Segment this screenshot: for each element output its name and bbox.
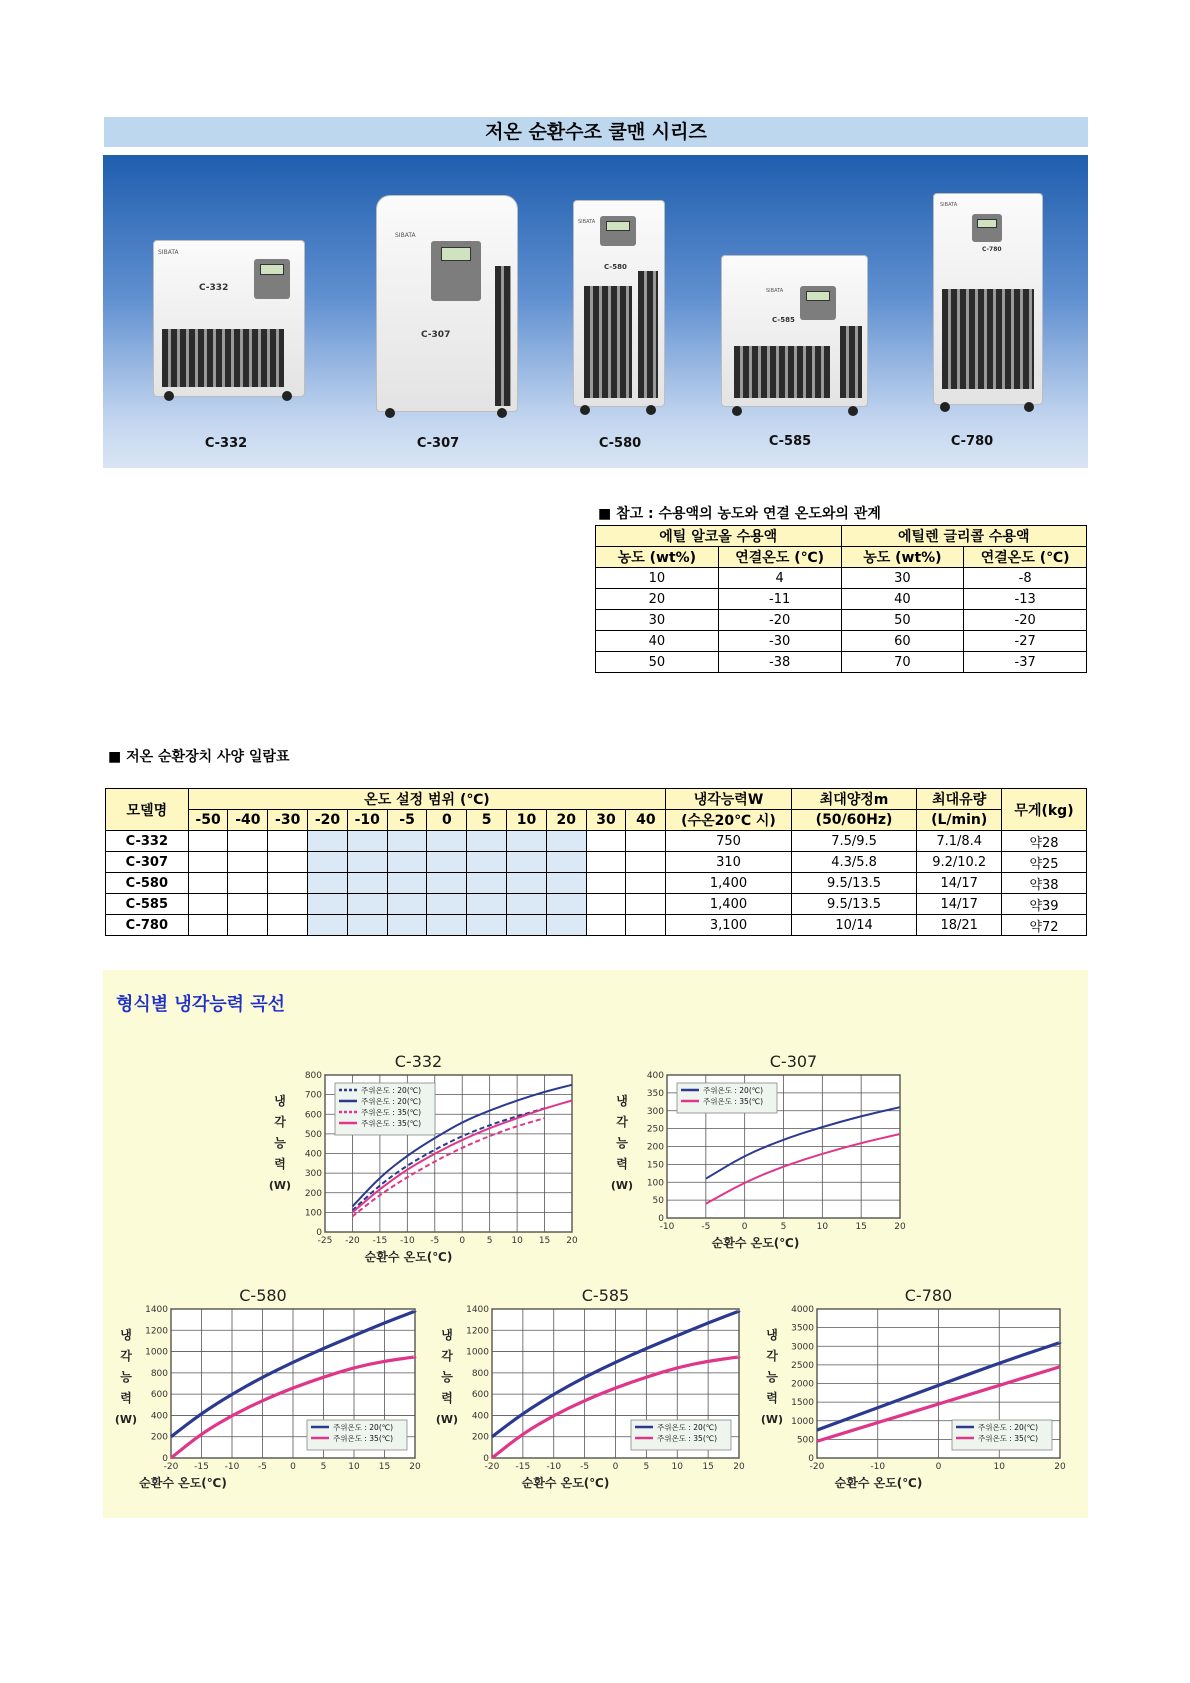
y-tick-label: 500 [304, 1129, 322, 1140]
table-cell: 40 [596, 631, 719, 652]
spec-title: ■ 저온 순환장치 사양 일람표 [108, 749, 290, 765]
y-tick-label: 1000 [145, 1347, 168, 1358]
group-header: 에틸렌 글리콜 수용액 [841, 526, 1087, 547]
table-cell: -13 [964, 589, 1087, 610]
head-subheader: (50/60Hz) [791, 810, 917, 831]
brand-mark: SIBATA [395, 232, 416, 239]
y-tick-label: 0 [162, 1454, 168, 1464]
flow-cell: 7.1/8.4 [917, 831, 1002, 852]
chart-4 [761, 1286, 1066, 1490]
temp-column-header: -20 [308, 810, 348, 831]
y-tick-label: 4000 [791, 1305, 814, 1315]
x-tick-label: 20 [409, 1462, 421, 1472]
y-tick-label: 1000 [791, 1416, 814, 1427]
x-axis-label: 순환수 온도(℃) [711, 1236, 800, 1250]
x-tick-label: 10 [671, 1462, 683, 1472]
brand-mark: SIBATA [766, 288, 784, 294]
y-tick-label: 3500 [791, 1323, 814, 1334]
legend-label: 주위온도 : 20(℃) [333, 1423, 394, 1432]
y-tick-label: 200 [646, 1142, 664, 1153]
weight-cell: 약39 [1002, 894, 1087, 915]
legend-label: 주위온도 : 35(℃) [361, 1108, 422, 1117]
table-cell: 50 [596, 652, 719, 673]
y-tick-label: 150 [646, 1160, 664, 1171]
head-header: 최대양정m [791, 789, 917, 810]
flow-header: 최대유량 [917, 789, 1002, 810]
head-cell: 9.5/13.5 [791, 894, 917, 915]
x-tick-label: 15 [855, 1222, 867, 1232]
y-tick-label: 3000 [791, 1342, 814, 1353]
group-header: 에틸 알코올 수용액 [596, 526, 842, 547]
model-cell: C-332 [106, 831, 189, 852]
legend-label: 주위온도 : 20(℃) [978, 1423, 1039, 1432]
capacity-subheader: (수온20℃ 시) [666, 810, 792, 831]
x-tick-label: 10 [511, 1236, 523, 1246]
model-cell: C-585 [106, 894, 189, 915]
product-badge: C-585 [772, 316, 795, 324]
y-tick-label: 0 [658, 1214, 664, 1224]
temp-column-header: -40 [228, 810, 268, 831]
head-cell: 10/14 [791, 915, 917, 936]
y-tick-label: 1500 [791, 1398, 814, 1409]
brand-mark: SIBATA [158, 249, 179, 256]
x-tick-label: 5 [780, 1222, 787, 1232]
table-cell: -30 [718, 631, 841, 652]
table-cell: 70 [841, 652, 964, 673]
x-tick-label: 0 [612, 1462, 619, 1472]
column-header: 농도 (wt%) [596, 547, 719, 568]
table-cell: 10 [596, 568, 719, 589]
flow-cell: 14/17 [917, 873, 1002, 894]
capacity-cell: 750 [666, 831, 792, 852]
product-label-c580: C-580 [598, 436, 642, 451]
capacity-cell: 1,400 [666, 873, 792, 894]
x-tick-label: -10 [224, 1462, 240, 1472]
x-tick-label: -10 [546, 1462, 562, 1472]
y-tick-label: 600 [150, 1390, 168, 1401]
table-cell: -8 [964, 568, 1087, 589]
y-tick-label: 400 [150, 1411, 168, 1422]
y-tick-label: 350 [646, 1088, 664, 1099]
temp-column-header: -10 [347, 810, 387, 831]
y-tick-label: 2500 [791, 1360, 814, 1371]
legend-label: 주위온도 : 35(℃) [333, 1434, 394, 1443]
head-cell: 7.5/9.5 [791, 831, 917, 852]
x-tick-label: -10 [659, 1222, 675, 1232]
weight-cell: 약25 [1002, 852, 1087, 873]
y-tick-label: 1400 [145, 1305, 168, 1315]
y-tick-label: 200 [150, 1432, 168, 1443]
y-tick-label: 200 [304, 1188, 322, 1199]
product-badge: C-780 [982, 246, 1002, 253]
chart-title: C-580 [239, 1286, 287, 1305]
chart-1 [611, 1052, 906, 1250]
x-tick-label: -5 [430, 1236, 440, 1246]
x-tick-label: -5 [701, 1222, 711, 1232]
y-tick-label: 100 [646, 1178, 664, 1189]
chart-3 [436, 1286, 745, 1490]
y-tick-label: 300 [304, 1169, 322, 1180]
temp-column-header: 40 [626, 810, 666, 831]
page-title: 저온 순환수조 쿨맨 시리즈 [104, 117, 1088, 147]
y-tick-label: 1200 [466, 1326, 489, 1337]
chart-title: C-780 [904, 1286, 953, 1305]
table-cell: 50 [841, 610, 964, 631]
y-axis-label: 냉 각 능 력 (W) [610, 1094, 634, 1192]
y-tick-label: 800 [304, 1071, 322, 1081]
model-header: 모델명 [106, 789, 189, 831]
x-tick-label: -15 [372, 1236, 388, 1246]
capacity-cell: 1,400 [666, 894, 792, 915]
legend-label: 주위온도 : 35(℃) [703, 1097, 764, 1106]
x-tick-label: 0 [290, 1462, 296, 1472]
y-tick-label: 800 [471, 1368, 489, 1379]
y-tick-label: 1000 [466, 1347, 489, 1358]
x-tick-label: 0 [935, 1462, 942, 1472]
x-tick-label: -10 [870, 1462, 886, 1472]
column-header: 연결온도 (℃) [718, 547, 841, 568]
flow-cell: 18/21 [917, 915, 1002, 936]
temp-column-header: -30 [268, 810, 308, 831]
x-tick-label: 20 [894, 1222, 906, 1232]
y-tick-label: 1200 [145, 1326, 168, 1337]
table-cell: -20 [964, 610, 1087, 631]
table-cell: 20 [596, 589, 719, 610]
table-cell: -27 [964, 631, 1087, 652]
capacity-header: 냉각능력W [666, 789, 792, 810]
legend-label: 주위온도 : 35(℃) [657, 1434, 718, 1443]
x-tick-label: 10 [348, 1462, 360, 1472]
x-tick-label: 20 [566, 1236, 578, 1246]
x-tick-label: 0 [459, 1236, 466, 1246]
table-cell: -38 [718, 652, 841, 673]
x-tick-label: 0 [741, 1222, 748, 1232]
legend-label: 주위온도 : 35(℃) [361, 1119, 422, 1128]
model-cell: C-780 [106, 915, 189, 936]
chart-title: C-332 [394, 1052, 443, 1071]
temp-column-header: 5 [467, 810, 507, 831]
charts-heading: 형식별 냉각능력 곡선 [116, 994, 286, 1015]
table-cell: 30 [596, 610, 719, 631]
product-label-c585: C-585 [768, 434, 812, 449]
x-tick-label: -15 [194, 1462, 209, 1472]
x-tick-label: 20 [733, 1462, 745, 1472]
legend-label: 주위온도 : 20(℃) [361, 1097, 422, 1106]
legend-label: 주위온도 : 35(℃) [978, 1434, 1039, 1443]
product-badge: C-580 [604, 263, 627, 271]
weight-cell: 약38 [1002, 873, 1087, 894]
table-cell: -20 [718, 610, 841, 631]
flow-cell: 14/17 [917, 894, 1002, 915]
x-tick-label: 10 [993, 1462, 1005, 1472]
temp-column-header: -5 [387, 810, 427, 831]
x-tick-label: -15 [515, 1462, 531, 1472]
y-tick-label: 2000 [791, 1379, 814, 1390]
x-tick-label: -5 [580, 1462, 590, 1472]
product-badge: C-332 [199, 283, 229, 293]
temp-column-header: 30 [586, 810, 626, 831]
weight-header: 무게(kg) [1002, 789, 1087, 831]
x-tick-label: -20 [809, 1462, 825, 1472]
x-tick-label: -10 [399, 1236, 415, 1246]
chart-2 [115, 1286, 421, 1490]
y-tick-label: 200 [471, 1432, 489, 1443]
x-tick-label: 15 [702, 1462, 714, 1472]
product-label-c332: C-332 [204, 436, 248, 451]
x-tick-label: -20 [345, 1236, 360, 1246]
x-tick-label: 5 [643, 1462, 650, 1472]
temp-column-header: 10 [507, 810, 547, 831]
x-tick-label: 15 [378, 1462, 391, 1472]
y-tick-label: 250 [646, 1124, 664, 1135]
x-axis-label: 순환수 온도(℃) [139, 1476, 227, 1490]
x-tick-label: 15 [538, 1236, 551, 1246]
x-tick-label: -20 [163, 1462, 179, 1472]
temp-column-header: 0 [427, 810, 467, 831]
x-tick-label: 10 [816, 1222, 829, 1232]
y-tick-label: 400 [304, 1149, 322, 1160]
x-axis-label: 순환수 온도(℃) [364, 1250, 453, 1264]
flow-cell: 9.2/10.2 [917, 852, 1002, 873]
x-tick-label: -25 [317, 1236, 333, 1246]
weight-cell: 약28 [1002, 831, 1087, 852]
y-tick-label: 700 [304, 1090, 322, 1101]
head-cell: 9.5/13.5 [791, 873, 917, 894]
x-axis-label: 순환수 온도(℃) [834, 1476, 923, 1490]
reference-title: ■ 참고 : 수용액의 농도와 연결 온도와의 관계 [598, 506, 881, 522]
legend-label: 주위온도 : 20(℃) [703, 1086, 764, 1095]
table-cell: -11 [718, 589, 841, 610]
x-tick-label: 5 [486, 1236, 493, 1246]
y-tick-label: 100 [304, 1208, 322, 1219]
flow-subheader: (L/min) [917, 810, 1002, 831]
y-tick-label: 300 [646, 1106, 664, 1117]
x-axis-label: 순환수 온도(℃) [521, 1476, 610, 1490]
x-tick-label: -5 [258, 1462, 267, 1472]
table-cell: 30 [841, 568, 964, 589]
product-label-c307: C-307 [416, 436, 460, 451]
chart-0 [269, 1052, 578, 1264]
y-axis-label: 냉 각 능 력 (W) [435, 1328, 459, 1426]
chart-title: C-585 [581, 1286, 630, 1305]
range-header: 온도 설정 범위 (℃) [188, 789, 666, 810]
table-cell: 40 [841, 589, 964, 610]
temp-column-header: -50 [188, 810, 228, 831]
table-cell: -37 [964, 652, 1087, 673]
brand-mark: SIBATA [578, 219, 596, 225]
y-tick-label: 0 [483, 1454, 489, 1464]
capacity-cell: 3,100 [666, 915, 792, 936]
y-tick-label: 1400 [466, 1305, 489, 1315]
y-tick-label: 50 [652, 1196, 664, 1207]
x-tick-label: 20 [1054, 1462, 1066, 1472]
x-tick-label: 5 [320, 1462, 327, 1472]
column-header: 연결온도 (℃) [964, 547, 1087, 568]
product-badge: C-307 [421, 330, 451, 340]
capacity-cell: 310 [666, 852, 792, 873]
y-tick-label: 0 [808, 1454, 814, 1464]
y-tick-label: 600 [471, 1390, 489, 1401]
y-tick-label: 500 [796, 1435, 814, 1446]
head-cell: 4.3/5.8 [791, 852, 917, 873]
y-tick-label: 800 [150, 1368, 168, 1379]
brand-mark: SIBATA [940, 202, 958, 208]
x-tick-label: -20 [484, 1462, 500, 1472]
y-axis-label: 냉 각 능 력 (W) [268, 1094, 292, 1192]
legend-label: 주위온도 : 20(℃) [657, 1423, 718, 1432]
legend-label: 주위온도 : 20(℃) [361, 1086, 422, 1095]
y-tick-label: 600 [304, 1110, 322, 1121]
y-tick-label: 0 [316, 1228, 322, 1238]
y-axis-label: 냉 각 능 력 (W) [114, 1328, 138, 1426]
y-axis-label: 냉 각 능 력 (W) [760, 1328, 784, 1426]
chart-title: C-307 [769, 1052, 818, 1071]
y-tick-label: 400 [646, 1071, 664, 1081]
table-cell: 60 [841, 631, 964, 652]
product-label-c780: C-780 [950, 434, 994, 449]
model-cell: C-307 [106, 852, 189, 873]
weight-cell: 약72 [1002, 915, 1087, 936]
model-cell: C-580 [106, 873, 189, 894]
column-header: 농도 (wt%) [841, 547, 964, 568]
y-tick-label: 400 [471, 1411, 489, 1422]
temp-column-header: 20 [546, 810, 586, 831]
table-cell: 4 [718, 568, 841, 589]
